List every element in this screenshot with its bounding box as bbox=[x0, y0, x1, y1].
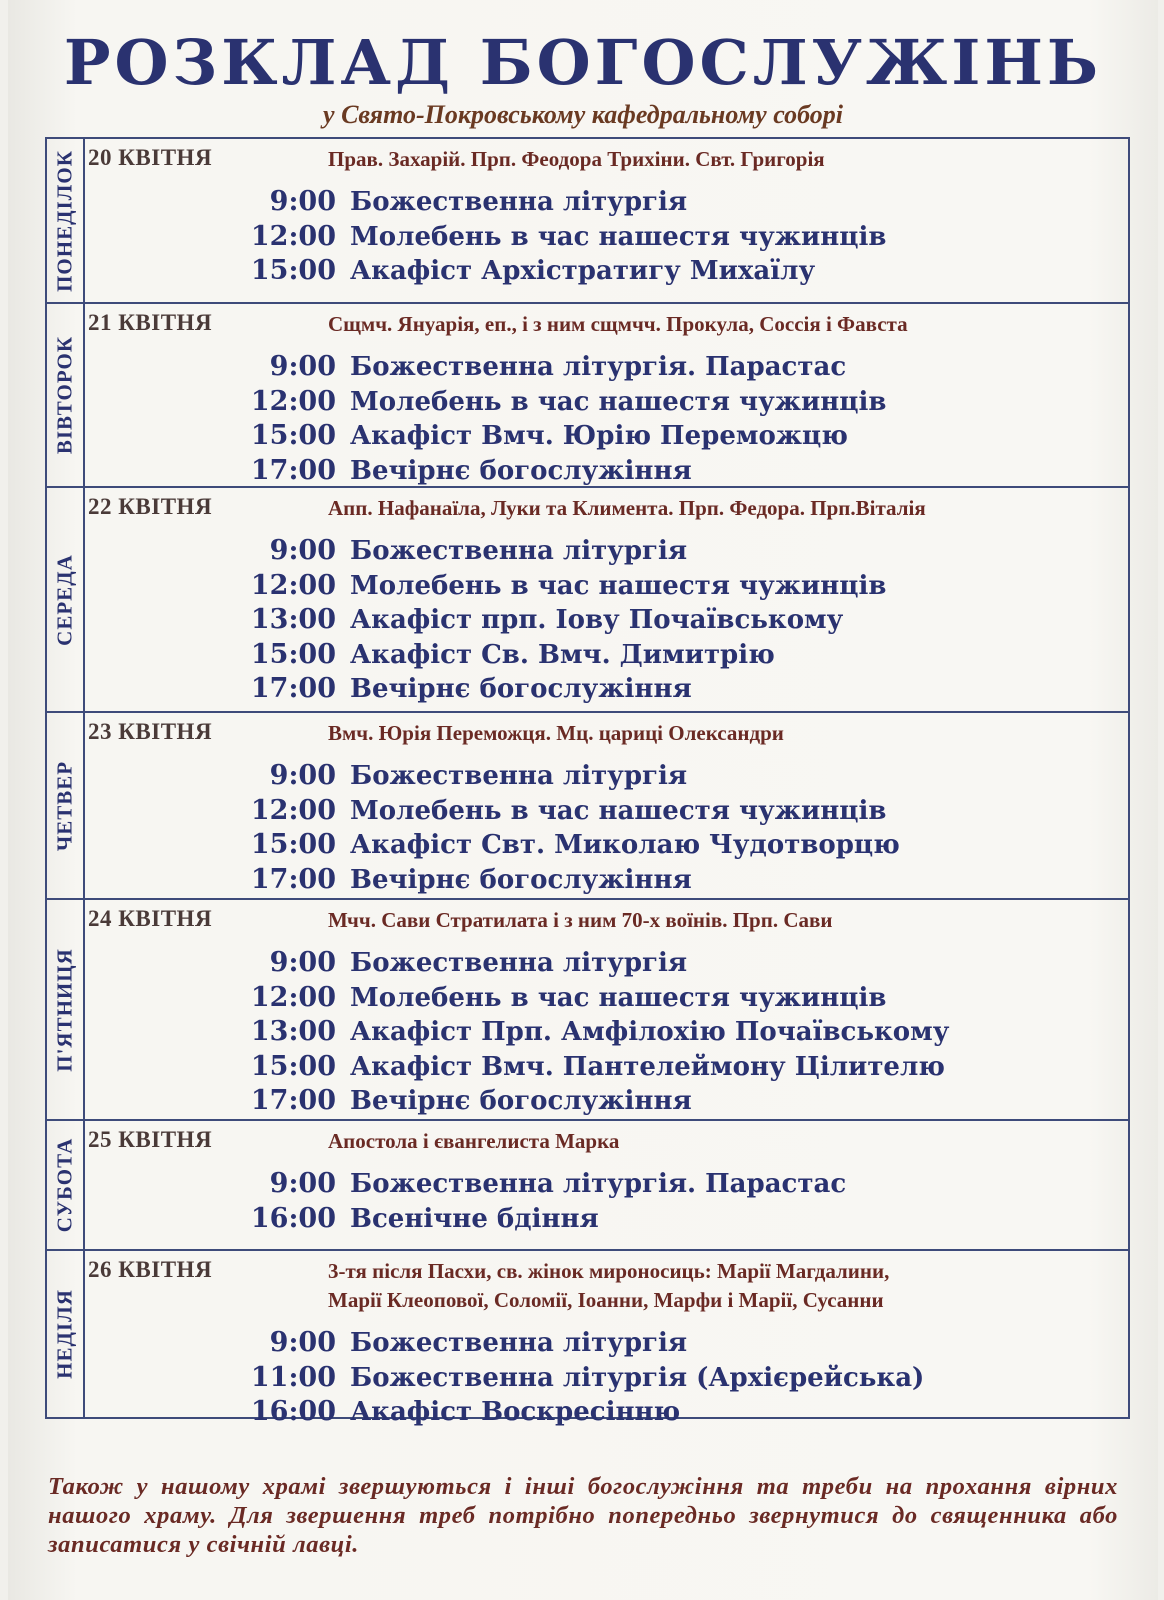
service-name: Молебень в час нашестя чужинців bbox=[350, 570, 887, 601]
service-time: 15:00 bbox=[250, 420, 336, 451]
services-list bbox=[85, 186, 1120, 290]
weekday-label: П'ЯТНИЦЯ bbox=[52, 947, 77, 1072]
service-item bbox=[85, 351, 1120, 386]
day-content bbox=[85, 1251, 1128, 1435]
day-header bbox=[85, 719, 1120, 748]
day-row bbox=[47, 711, 1128, 898]
services-list bbox=[85, 1327, 1120, 1431]
service-item bbox=[85, 673, 1120, 708]
service-name: Всенічне бдіння bbox=[350, 1203, 599, 1234]
service-name: Молебень в час нашестя чужинців bbox=[350, 982, 887, 1013]
weekday-label: СУБОТА bbox=[52, 1137, 77, 1233]
service-time: 15:00 bbox=[250, 1050, 336, 1082]
date-label: 25 КВІТНЯ bbox=[88, 1127, 213, 1152]
service-item bbox=[85, 639, 1120, 674]
service-item bbox=[85, 221, 1120, 256]
service-time: 12:00 bbox=[250, 220, 336, 252]
day-header bbox=[85, 906, 1120, 935]
service-name: Божественна літургія bbox=[350, 761, 688, 791]
saints-block bbox=[328, 494, 926, 523]
saints-line: Прав. Захарій. Прп. Феодора Трихіни. Свт. Григорія bbox=[328, 147, 825, 171]
saints-line: Апостола і євангелиста Марка bbox=[328, 1129, 620, 1153]
service-item bbox=[85, 1168, 1120, 1203]
service-name: Божественна літургія bbox=[350, 536, 688, 566]
date-label: 20 КВІТНЯ bbox=[88, 145, 213, 170]
day-content bbox=[85, 139, 1128, 294]
services-list bbox=[85, 351, 1120, 489]
service-time: 17:00 bbox=[250, 1085, 336, 1116]
service-name: Акафіст прп. Іову Почаївському bbox=[350, 605, 844, 635]
day-row bbox=[47, 486, 1128, 711]
service-item bbox=[85, 795, 1120, 830]
service-name: Вечірнє богослужіння bbox=[350, 864, 692, 895]
service-name: Божественна літургія (Архієрейська) bbox=[350, 1362, 925, 1393]
day-row bbox=[47, 139, 1128, 302]
service-name: Божественна літургія bbox=[350, 187, 688, 217]
services-list bbox=[85, 947, 1120, 1120]
weekday-label: СЕРЕДА bbox=[52, 553, 77, 646]
service-name: Божественна літургія. Парастас bbox=[350, 352, 847, 382]
day-header bbox=[85, 1127, 1120, 1156]
day-content bbox=[85, 900, 1128, 1124]
service-item bbox=[85, 947, 1120, 982]
weekday-cell bbox=[47, 713, 85, 898]
saints-block bbox=[328, 145, 825, 174]
services-list bbox=[85, 1168, 1120, 1237]
service-item bbox=[85, 186, 1120, 221]
service-time: 16:00 bbox=[250, 1396, 336, 1427]
saints-line: Мчч. Сави Стратилата і з ним 70-х воїнів. Прп. Сави bbox=[328, 908, 833, 932]
service-name: Вечірнє богослужіння bbox=[350, 455, 692, 486]
service-time: 9:00 bbox=[269, 760, 336, 791]
weekday-label: ПОНЕДІЛОК bbox=[52, 149, 77, 292]
service-item bbox=[85, 1016, 1120, 1051]
service-time: 9:00 bbox=[269, 1168, 336, 1199]
service-name: Акафіст Воскресінню bbox=[350, 1397, 681, 1427]
service-name: Молебень в час нашестя чужинців bbox=[350, 386, 887, 417]
service-item bbox=[85, 570, 1120, 605]
service-name: Вечірнє богослужіння bbox=[350, 674, 692, 704]
service-item bbox=[85, 604, 1120, 639]
service-name: Божественна літургія bbox=[350, 948, 688, 978]
saints-block bbox=[328, 906, 832, 935]
service-item bbox=[85, 1362, 1120, 1397]
service-time: 15:00 bbox=[250, 829, 336, 860]
weekday-label: ВІВТОРОК bbox=[52, 335, 77, 455]
saints-line: 3-тя після Пасхи, св. жінок мироносиць: Марії Магдалини, bbox=[328, 1259, 890, 1283]
service-time: 17:00 bbox=[250, 454, 336, 486]
service-time: 9:00 bbox=[269, 1327, 336, 1358]
service-time: 16:00 bbox=[250, 1202, 336, 1234]
service-item bbox=[85, 535, 1120, 570]
service-time: 9:00 bbox=[269, 947, 336, 978]
service-name: Акафіст Вмч. Пантелеймону Цілителю bbox=[350, 1051, 945, 1082]
service-name: Акафіст Свт. Миколаю Чудотворцю bbox=[350, 830, 900, 860]
date-label: 24 КВІТНЯ bbox=[88, 906, 213, 931]
services-list bbox=[85, 760, 1120, 898]
service-time: 17:00 bbox=[250, 863, 336, 895]
service-item bbox=[85, 255, 1120, 290]
day-row bbox=[47, 1249, 1128, 1427]
day-content bbox=[85, 488, 1128, 712]
day-row bbox=[47, 302, 1128, 486]
service-item bbox=[85, 982, 1120, 1017]
weekday-label: ЧЕТВЕР bbox=[52, 760, 77, 851]
service-time: 12:00 bbox=[250, 981, 336, 1013]
service-item bbox=[85, 1203, 1120, 1238]
weekday-cell bbox=[47, 304, 85, 486]
service-time: 11:00 bbox=[250, 1361, 336, 1393]
service-time: 13:00 bbox=[250, 604, 336, 635]
saints-block bbox=[328, 1257, 889, 1315]
saints-block bbox=[328, 310, 908, 339]
service-name: Акафіст Архістратигу Михаїлу bbox=[350, 256, 816, 286]
service-time: 12:00 bbox=[250, 569, 336, 601]
service-item bbox=[85, 1051, 1120, 1086]
saints-line: Сщмч. Януарія, еп., і з ним сщмчч. Прокула, Соссія і Фавста bbox=[328, 312, 908, 336]
service-item bbox=[85, 420, 1120, 455]
weekday-label: НЕДІЛЯ bbox=[52, 1289, 77, 1379]
day-row bbox=[47, 1119, 1128, 1249]
page-title: РОЗКЛАД БОГОСЛУЖІНЬ bbox=[63, 26, 1103, 99]
service-name: Вечірнє богослужіння bbox=[350, 1086, 692, 1116]
schedule-table bbox=[45, 137, 1130, 1427]
day-header bbox=[85, 310, 1120, 339]
saints-line: Вмч. Юрія Переможця. Мц. цариці Олександри bbox=[328, 721, 784, 745]
weekday-cell bbox=[47, 1251, 85, 1417]
service-item bbox=[85, 829, 1120, 864]
date-label: 26 КВІТНЯ bbox=[88, 1257, 213, 1282]
footer-note: Також у нашому храмі звершуються і інші богослужіння та треби на прохання вірних нашого храму. Для звершення треб потрібно попередньо звернутися до священника або записатися у свічній лавці. bbox=[48, 1473, 1118, 1558]
day-content bbox=[85, 304, 1128, 493]
schedule-sheet bbox=[8, 0, 1158, 1600]
day-row bbox=[47, 898, 1128, 1119]
service-name: Акафіст Вмч. Юрію Переможцю bbox=[350, 421, 848, 451]
services-list bbox=[85, 535, 1120, 708]
service-item bbox=[85, 760, 1120, 795]
service-time: 9:00 bbox=[269, 351, 336, 382]
service-name: Молебень в час нашестя чужинців bbox=[350, 795, 887, 826]
service-name: Божественна літургія. Парастас bbox=[350, 1169, 847, 1199]
service-item bbox=[85, 864, 1120, 899]
service-time: 9:00 bbox=[269, 535, 336, 566]
service-time: 12:00 bbox=[250, 794, 336, 826]
weekday-cell bbox=[47, 139, 85, 302]
service-time: 12:00 bbox=[250, 385, 336, 417]
day-header bbox=[85, 145, 1120, 174]
service-name: Молебень в час нашестя чужинців bbox=[350, 221, 887, 252]
service-item bbox=[85, 386, 1120, 421]
saints-line: Марії Клеопової, Соломії, Іоанни, Марфи і Марії, Сусанни bbox=[328, 1288, 884, 1312]
service-item bbox=[85, 1327, 1120, 1362]
service-item bbox=[85, 455, 1120, 490]
day-content bbox=[85, 1121, 1128, 1241]
service-name: Акафіст Св. Вмч. Димитрію bbox=[350, 639, 775, 670]
day-header bbox=[85, 1257, 1120, 1315]
service-time: 15:00 bbox=[250, 638, 336, 670]
day-header bbox=[85, 494, 1120, 523]
service-name: Акафіст Прп. Амфілохію Почаївському bbox=[350, 1017, 950, 1047]
service-time: 13:00 bbox=[250, 1016, 336, 1047]
service-item bbox=[85, 1085, 1120, 1120]
date-label: 23 КВІТНЯ bbox=[88, 719, 213, 744]
service-time: 9:00 bbox=[269, 186, 336, 217]
day-content bbox=[85, 713, 1128, 902]
service-time: 15:00 bbox=[250, 255, 336, 286]
weekday-cell bbox=[47, 488, 85, 711]
date-label: 22 КВІТНЯ bbox=[88, 494, 213, 519]
saints-block bbox=[328, 1127, 619, 1156]
weekday-cell bbox=[47, 900, 85, 1119]
page-subtitle: у Свято-Покровському кафедральному соборі bbox=[323, 100, 843, 129]
saints-line: Апп. Нафанаїла, Луки та Климента. Прп. Федора. Прп.Віталія bbox=[328, 496, 926, 520]
weekday-cell bbox=[47, 1121, 85, 1249]
service-time: 17:00 bbox=[250, 673, 336, 704]
service-item bbox=[85, 1396, 1120, 1431]
date-label: 21 КВІТНЯ bbox=[88, 310, 213, 335]
saints-block bbox=[328, 719, 784, 748]
service-name: Божественна літургія bbox=[350, 1328, 688, 1358]
